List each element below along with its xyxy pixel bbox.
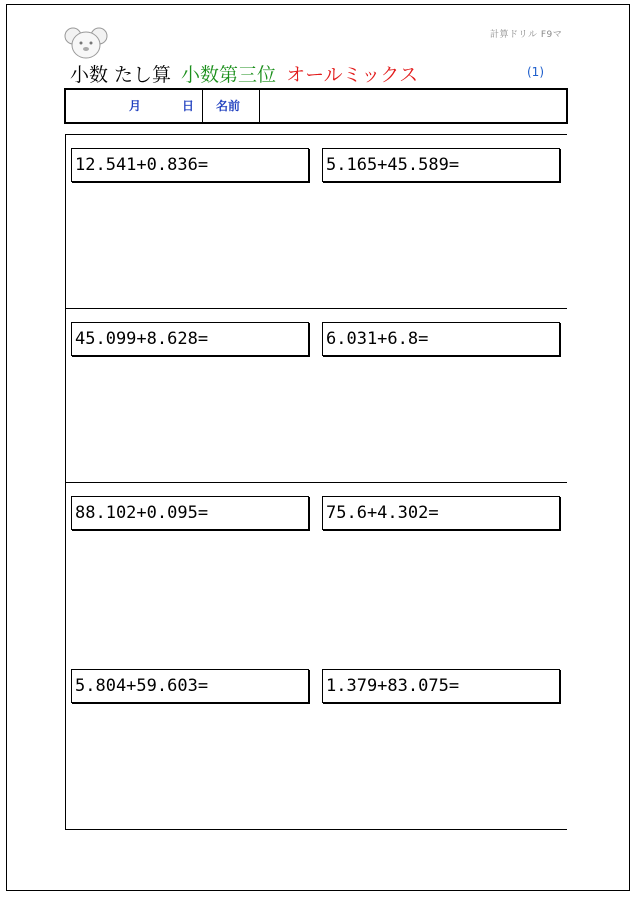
name-label: 名前 [216, 99, 241, 113]
brand-label: 計算ドリル F9マ [490, 30, 563, 40]
page-number: (1) [527, 65, 544, 79]
problem-box: 5.804+59.603= [71, 669, 309, 703]
problem-box: 75.6+4.302= [322, 496, 560, 530]
worksheet-title [70, 60, 418, 87]
title-main: 小数 たし算 [70, 64, 172, 86]
row-separator [66, 308, 567, 309]
row-separator [66, 482, 567, 483]
problem-box: 1.379+83.075= [322, 669, 560, 703]
title-mix: オールミックス [286, 64, 419, 86]
problem-box: 6.031+6.8= [322, 322, 560, 356]
student-info-row [64, 88, 568, 124]
problem-box: 5.165+45.589= [322, 148, 560, 182]
day-label: 日 [182, 99, 195, 113]
problem-box: 88.102+0.095= [71, 496, 309, 530]
mouse-logo-icon [64, 26, 108, 60]
month-label: 月 [129, 99, 142, 113]
title-sub: 小数第三位 [181, 64, 277, 86]
date-field[interactable] [66, 90, 203, 122]
problem-box: 45.099+8.628= [71, 322, 309, 356]
name-field[interactable] [260, 90, 566, 122]
name-label-cell [203, 90, 260, 122]
problem-box: 12.541+0.836= [71, 148, 309, 182]
